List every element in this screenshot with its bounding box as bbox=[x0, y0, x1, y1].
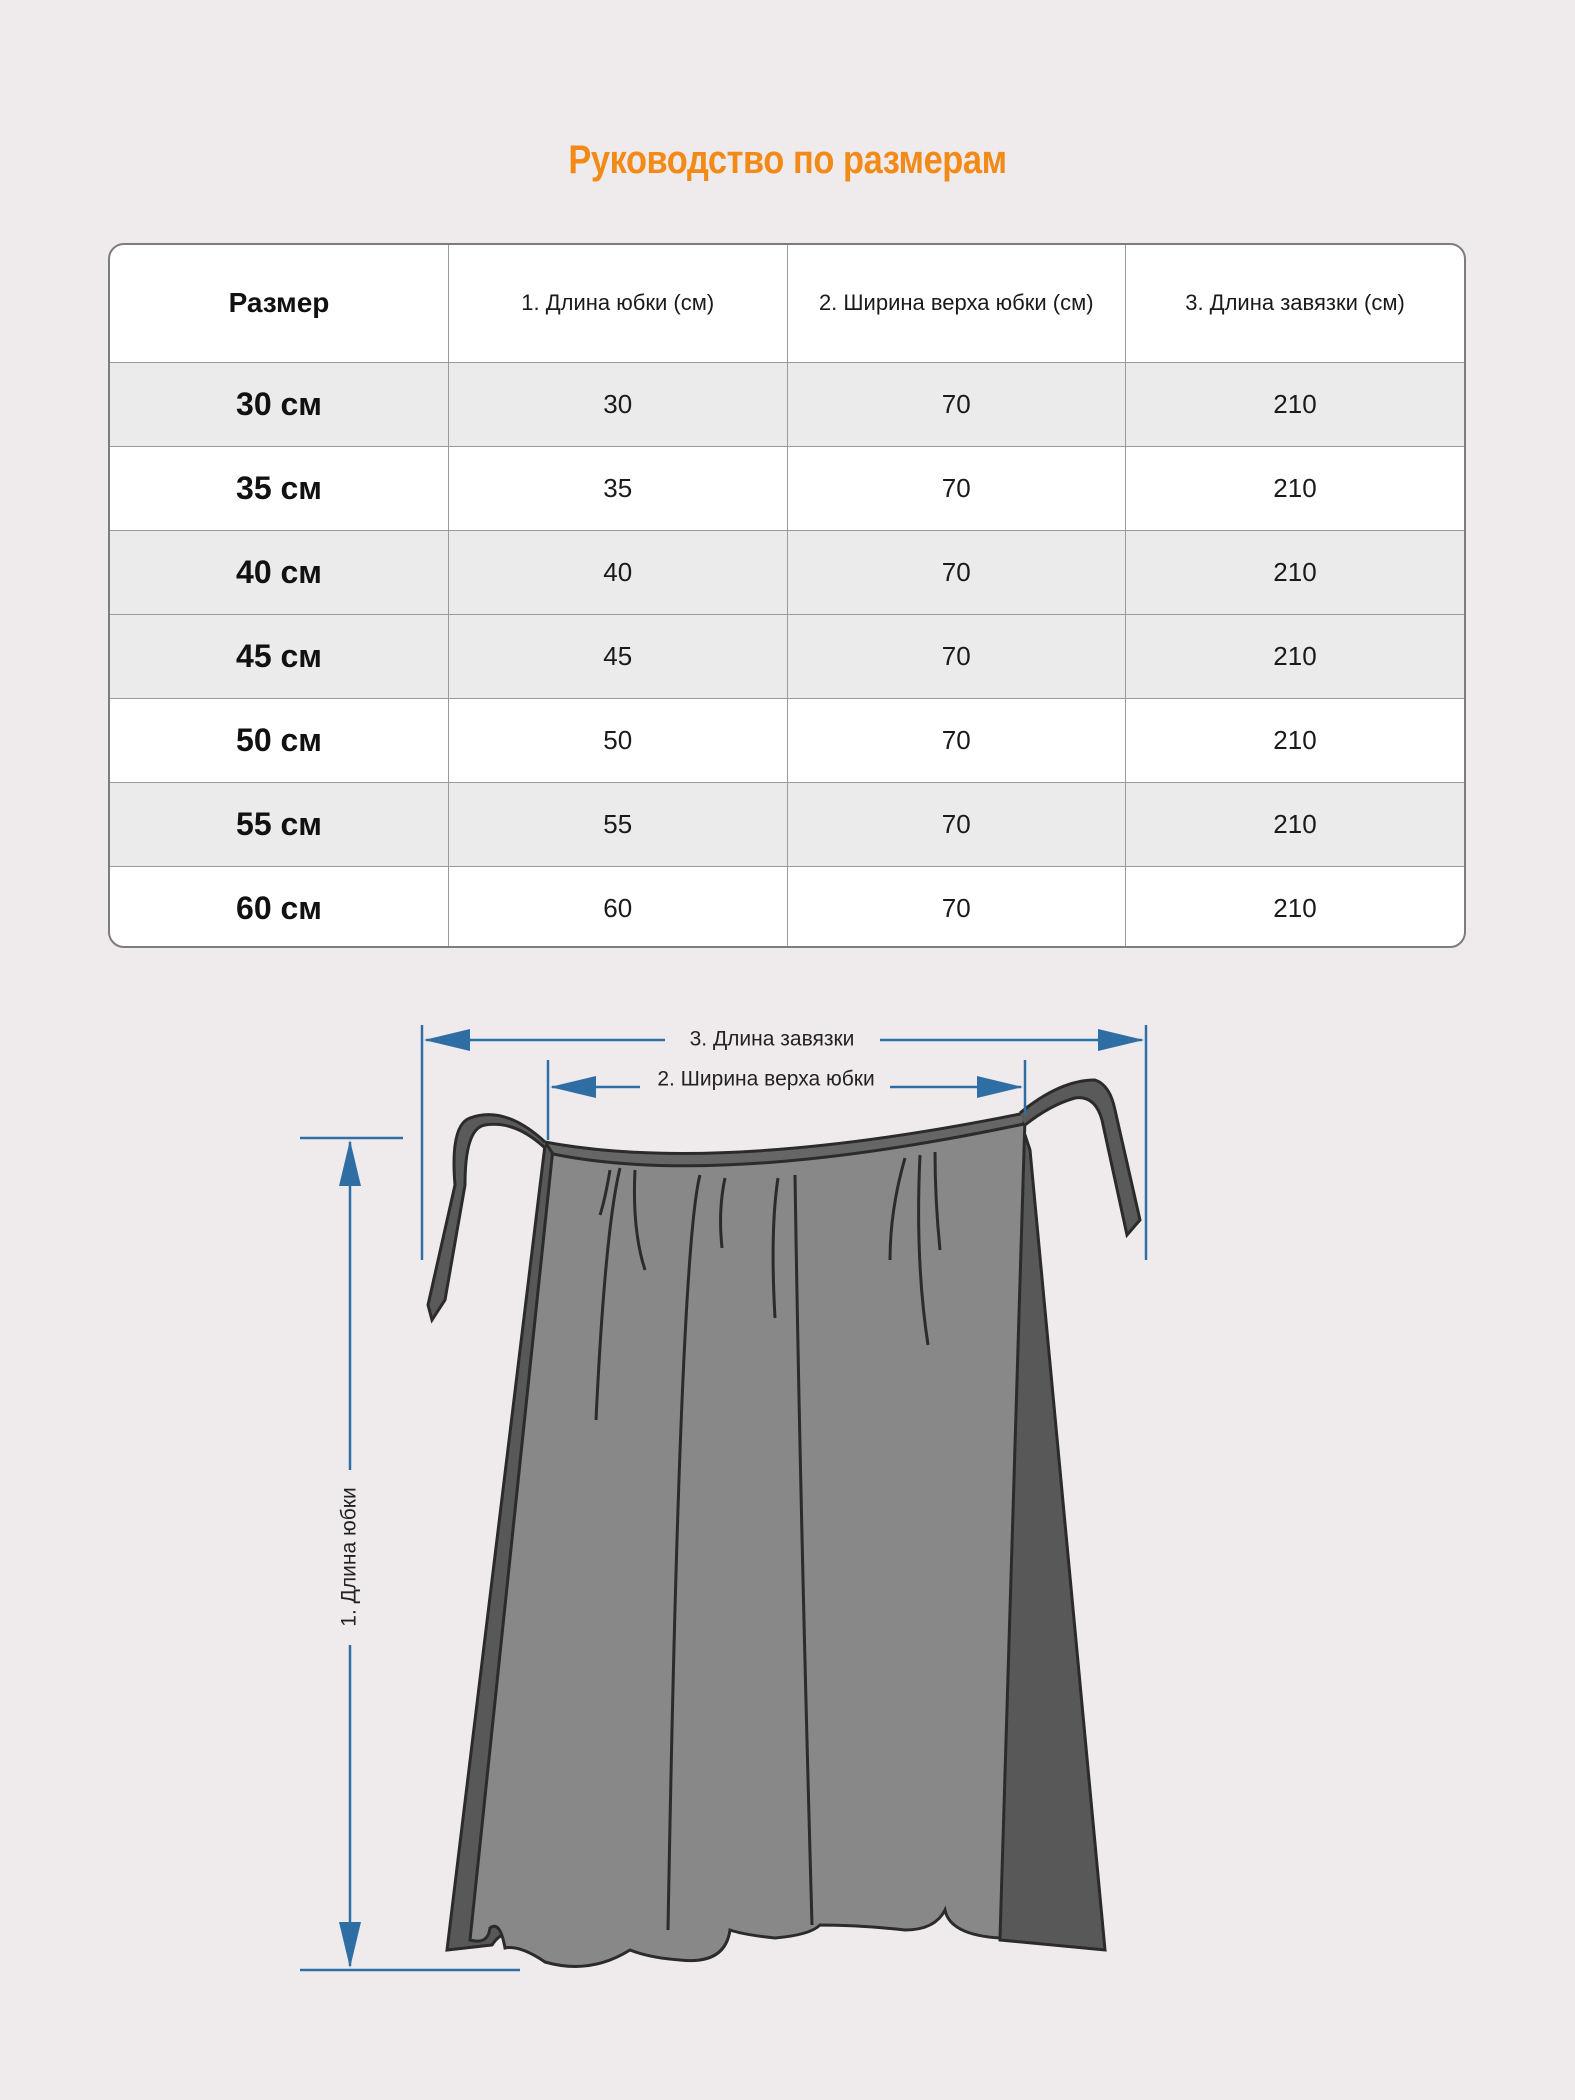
header-size: Размер bbox=[110, 245, 449, 362]
tie-cell: 210 bbox=[1126, 782, 1465, 866]
tie-cell: 210 bbox=[1126, 362, 1465, 446]
size-cell: 35 см bbox=[110, 446, 449, 530]
table-row bbox=[110, 362, 1464, 446]
width-arrowhead-left bbox=[550, 1076, 596, 1098]
width-cell: 70 bbox=[787, 446, 1126, 530]
width-cell: 70 bbox=[787, 362, 1126, 446]
skirt-front-panel bbox=[470, 1118, 1025, 1966]
tie-cell: 210 bbox=[1126, 530, 1465, 614]
tie-cell: 210 bbox=[1126, 446, 1465, 530]
table-row bbox=[110, 782, 1464, 866]
tie-arrowhead-right bbox=[1098, 1029, 1144, 1051]
table-row bbox=[110, 446, 1464, 530]
size-cell: 50 см bbox=[110, 698, 449, 782]
page-title: Руководство по размерам bbox=[568, 138, 1007, 182]
tie-cell: 210 bbox=[1273, 892, 1317, 923]
tie-cell: 210 bbox=[1126, 614, 1465, 698]
tie-length-label: 3. Длина завязки bbox=[689, 1027, 855, 1051]
width-cell: 70 bbox=[787, 698, 1126, 782]
table-row bbox=[110, 698, 1464, 782]
skirt-length-label: 1. Длина юбки bbox=[337, 1487, 361, 1627]
length-cell: 30 bbox=[449, 362, 788, 446]
tie-cell: 210 bbox=[1126, 698, 1465, 782]
skirt-illustration bbox=[0, 1000, 1575, 2000]
size-cell: 30 см bbox=[110, 362, 449, 446]
header-width: 2. Ширина верха юбки (см) bbox=[787, 245, 1126, 362]
skirt-right-tie bbox=[1020, 1080, 1140, 1235]
header-length: 1. Длина юбки (см) bbox=[449, 245, 788, 362]
width-cell: 70 bbox=[787, 866, 1126, 948]
size-cell: 40 см bbox=[110, 530, 449, 614]
skirt-diagram bbox=[0, 1000, 1575, 2000]
length-cell: 60 bbox=[449, 866, 788, 948]
waist-width-label: 2. Ширина верха юбки bbox=[657, 1067, 875, 1091]
length-cell: 40 bbox=[449, 530, 788, 614]
table-row bbox=[110, 530, 1464, 614]
table-row bbox=[110, 866, 1464, 948]
size-cell: 45 см bbox=[110, 614, 449, 698]
header-tie: 3. Длина завязки (см) bbox=[1126, 245, 1465, 362]
length-arrowhead-bottom bbox=[339, 1922, 361, 1968]
length-arrowhead-top bbox=[339, 1140, 361, 1186]
width-arrowhead-right bbox=[977, 1076, 1023, 1098]
tie-arrowhead-left bbox=[424, 1029, 470, 1051]
length-cell: 45 bbox=[449, 614, 788, 698]
width-cell: 70 bbox=[787, 782, 1126, 866]
size-cell: 60 см bbox=[110, 866, 449, 948]
length-cell: 55 bbox=[449, 782, 788, 866]
table-row bbox=[110, 614, 1464, 698]
length-cell: 35 bbox=[449, 446, 788, 530]
length-cell: 50 bbox=[449, 698, 788, 782]
width-cell: 70 bbox=[787, 530, 1126, 614]
size-table bbox=[108, 243, 1466, 948]
size-cell: 55 см bbox=[110, 782, 449, 866]
width-cell: 70 bbox=[787, 614, 1126, 698]
table-header-row bbox=[110, 245, 1464, 362]
